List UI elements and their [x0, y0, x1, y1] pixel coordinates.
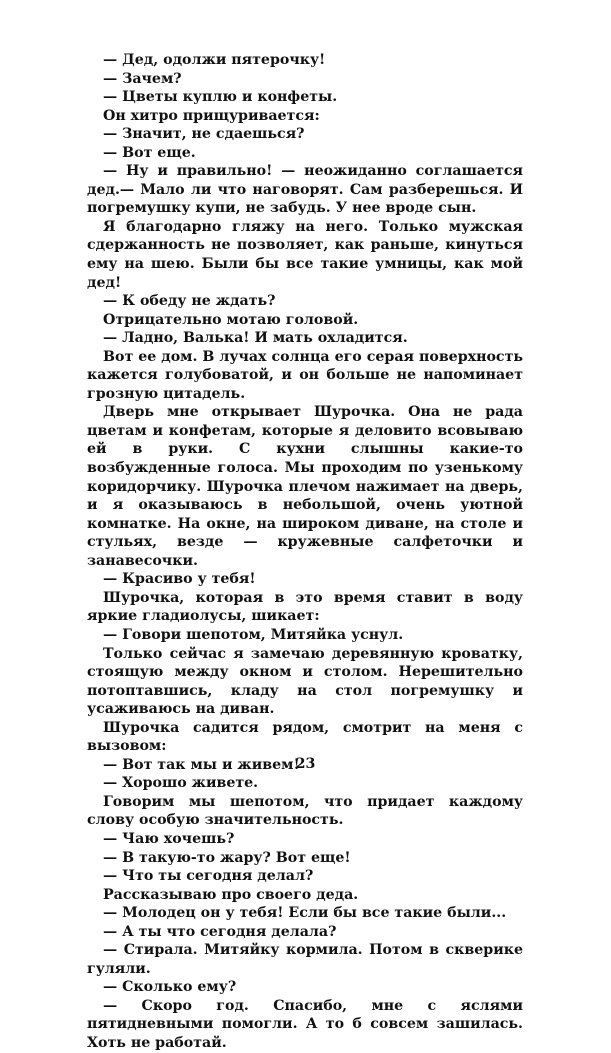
- paragraph: — Цветы куплю и конфеты.: [103, 89, 338, 106]
- paragraph: — Ладно, Валька! И мать охладится.: [103, 330, 408, 347]
- paragraph: — Стирала. Митяйку кормила. Потом в скверике гуляли.: [87, 942, 523, 977]
- paragraph: Шурочка, которая в это время ставит в воду яркие гладиолусы, шикает:: [87, 589, 523, 625]
- paragraph: Только сейчас я замечаю деревянную кроватку, стоящую между окном и столом. Нерешительно потоптавшись, кладу на стол погремушку и усаживаюсь на диван.: [87, 645, 523, 718]
- paragraph: — Чаю хочешь?: [103, 830, 235, 847]
- paragraph: Я благодарно гляжу на него. Только мужская сдержанность не позволяет, как раньше, кинуться ему на шею. Были бы все такие умницы, как мой дед!: [87, 218, 523, 291]
- paragraph: Дверь мне открывает Шурочка. Она не рада цветам и конфетам, которые я деловито всовываю ей в руки. С кухни слышны какие-то возбужденные голоса. Мы проходим по узенькому коридорчику. Шурочка плечом нажимает на дверь, и я оказываюсь в небольшой, очень уютной комнатке. На окне, на широком диване, на столе и стульях, везде — кружевные салфеточки и занавесочки.: [87, 404, 523, 569]
- paragraph: — Что ты сегодня делал?: [103, 868, 314, 885]
- paragraph: — А ты что сегодня делала?: [103, 923, 337, 940]
- paragraph: — Красиво у тебя!: [103, 571, 256, 588]
- paragraph: — Вот так мы и живем!: [103, 756, 300, 773]
- paragraph: — К обеду не ждать?: [103, 293, 276, 310]
- paragraph: — Значит, не сдаешься?: [103, 126, 305, 143]
- paragraph: — Скоро год. Спасибо, мне с яслями пятидневными помогли. А то б совсем зашилась. Хоть не работай.: [87, 997, 523, 1051]
- paragraph: Он хитро прищуривается:: [103, 107, 320, 124]
- paragraph: Шурочка садится рядом, смотрит на меня с вызовом:: [87, 719, 523, 755]
- paragraph: — Молодец он у тебя! Если бы все такие были...: [103, 905, 507, 922]
- page-number: 23: [295, 756, 316, 772]
- body-text: [87, 51, 523, 1053]
- paragraph: — Говори шепотом, Митяйка уснул.: [103, 626, 404, 643]
- paragraph: Рассказываю про своего деда.: [103, 886, 359, 903]
- paragraph: — Сколько ему?: [103, 979, 237, 996]
- paragraph: — Хорошо живете.: [103, 775, 259, 792]
- paragraph: — Вот еще.: [103, 144, 196, 161]
- paragraph: — Дед, одолжи пятерочку!: [103, 52, 326, 68]
- paragraph: Вот ее дом. В лучах солнца его серая поверхность кажется голубоватой, и он больше не напоминает грозную цитадель.: [87, 348, 523, 402]
- paragraph: — Зачем?: [103, 70, 182, 87]
- paragraph: Отрицательно мотаю головой.: [103, 311, 359, 328]
- paragraph: — Ну и правильно! — неожиданно соглашается дед.— Мало ли что наговорят. Сам разберешься. И погремушку купи, не забудь. У нее вроде сын.: [87, 163, 523, 217]
- paragraph: — В такую-то жару? Вот еще!: [103, 849, 351, 866]
- paragraph: Говорим мы шепотом, что придает каждому слову особую значительность.: [87, 793, 523, 829]
